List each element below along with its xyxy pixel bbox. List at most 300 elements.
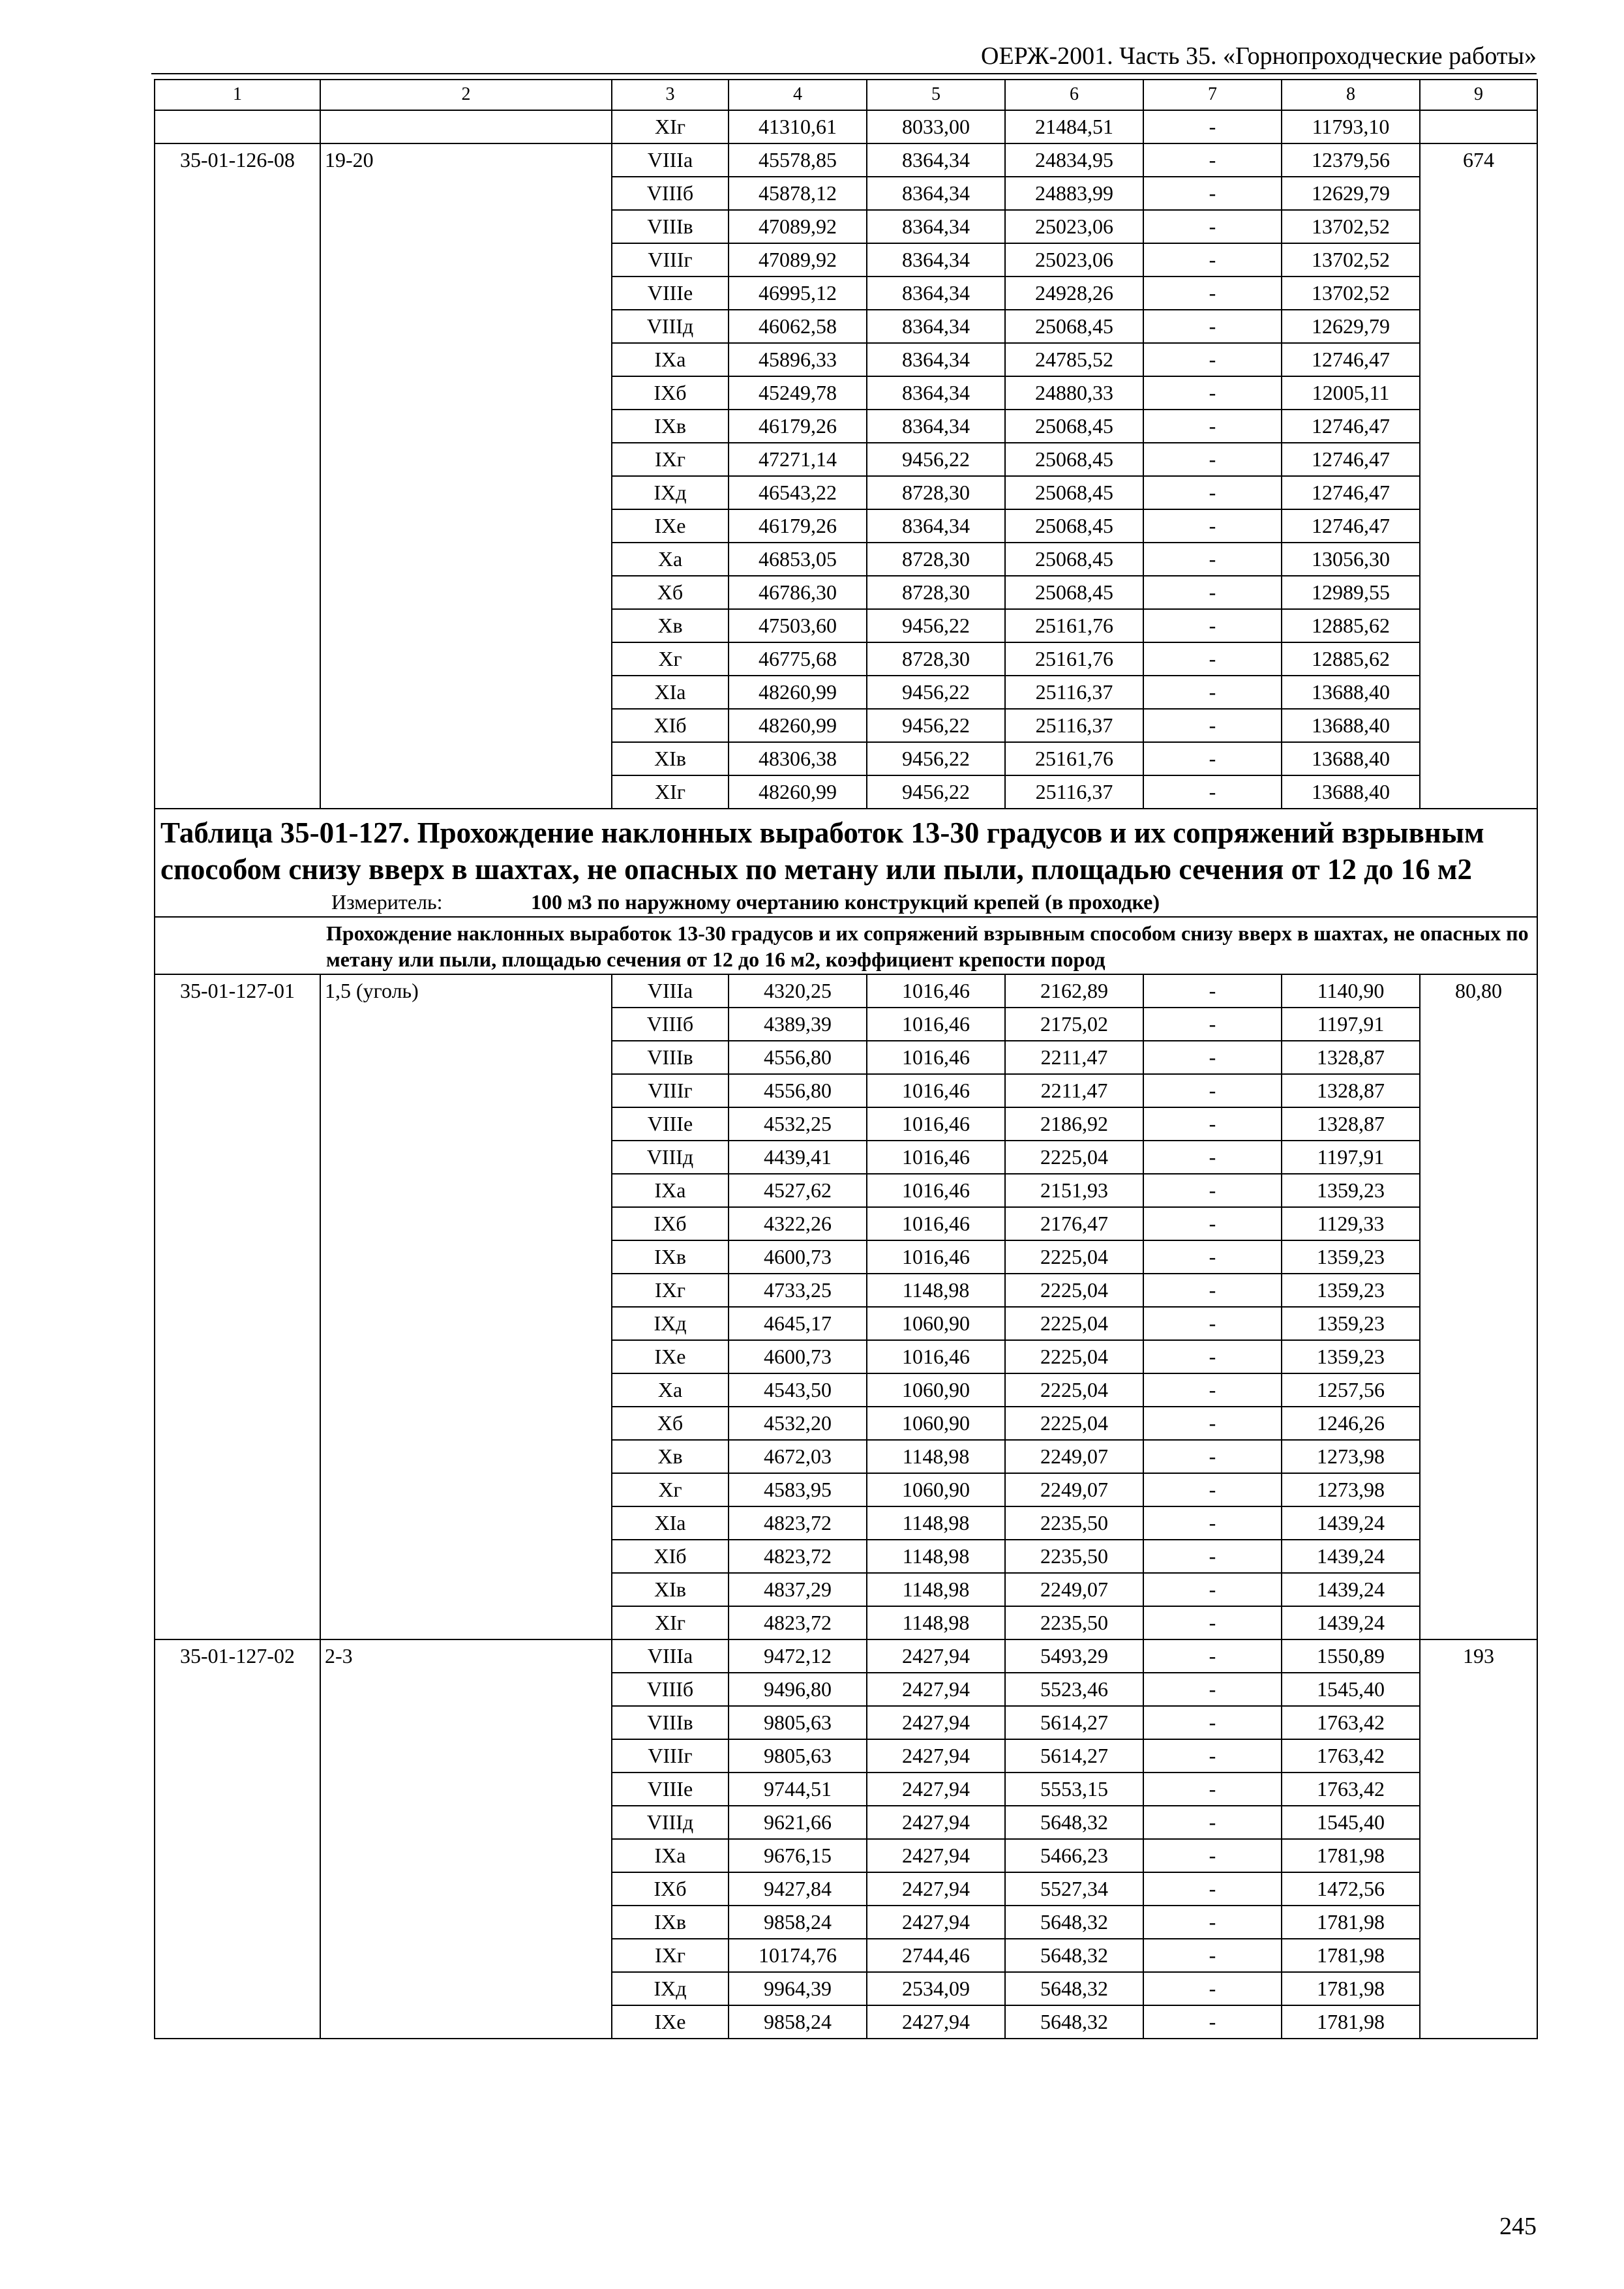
value-cell: 2249,07 <box>1005 1440 1143 1473</box>
value-cell: 2249,07 <box>1005 1573 1143 1606</box>
value-cell: - <box>1143 609 1282 642</box>
table-row <box>155 143 1537 177</box>
value-cell: 5523,46 <box>1005 1673 1143 1706</box>
measure-label: Измеритель: <box>331 890 443 914</box>
value-cell: - <box>1143 1307 1282 1340</box>
value-cell: VIIIд <box>612 1141 729 1174</box>
value-cell: 10174,76 <box>729 1939 867 1972</box>
value-cell: 5527,34 <box>1005 1872 1143 1906</box>
value-cell: 2162,89 <box>1005 974 1143 1008</box>
value9-cell <box>1420 110 1537 143</box>
value-cell: 5553,15 <box>1005 1773 1143 1806</box>
header-rule <box>151 73 1537 74</box>
value-cell: - <box>1143 1639 1282 1673</box>
value-cell: 12989,55 <box>1282 576 1420 609</box>
value-cell: 12885,62 <box>1282 642 1420 676</box>
value-cell: 8364,34 <box>867 210 1005 243</box>
value-cell: Xб <box>612 576 729 609</box>
value-cell: VIIIд <box>612 310 729 343</box>
value-cell: 1246,26 <box>1282 1407 1420 1440</box>
value-cell: - <box>1143 1008 1282 1041</box>
value-cell: 1016,46 <box>867 1174 1005 1207</box>
value-cell: 1439,24 <box>1282 1606 1420 1639</box>
value-cell: 2225,04 <box>1005 1307 1143 1340</box>
value-cell: 25068,45 <box>1005 310 1143 343</box>
value-cell: - <box>1143 110 1282 143</box>
value-cell: 9676,15 <box>729 1839 867 1872</box>
value-cell: 2211,47 <box>1005 1074 1143 1107</box>
code-cell: 35-01-126-08 <box>155 143 320 809</box>
value-cell: 1148,98 <box>867 1274 1005 1307</box>
value-cell: 47503,60 <box>729 609 867 642</box>
value-cell: 2427,94 <box>867 1872 1005 1906</box>
value-cell: - <box>1143 1141 1282 1174</box>
value-cell: 48260,99 <box>729 775 867 809</box>
value-cell: 13702,52 <box>1282 243 1420 277</box>
value-cell: 9805,63 <box>729 1739 867 1773</box>
value-cell: 9858,24 <box>729 2005 867 2039</box>
value-cell: 1148,98 <box>867 1606 1005 1639</box>
value-cell: VIIIг <box>612 243 729 277</box>
value-cell: - <box>1143 1340 1282 1373</box>
value-cell: 8728,30 <box>867 576 1005 609</box>
value-cell: XIг <box>612 110 729 143</box>
value-cell: 2235,50 <box>1005 1606 1143 1639</box>
value-cell: 1439,24 <box>1282 1573 1420 1606</box>
value-cell: 9805,63 <box>729 1706 867 1739</box>
value-cell: - <box>1143 775 1282 809</box>
value-cell: 1781,98 <box>1282 2005 1420 2039</box>
table-subtitle: Прохождение наклонных выработок 13-30 градусов и их сопряжений взрывным способом снизу вверх в шахтах, не опасных по метану или пыли, площадью сечения от 12 до 16 м2, коэффициент крепости пород <box>155 917 1537 974</box>
value-cell: IXа <box>612 343 729 376</box>
value-cell: 13702,52 <box>1282 210 1420 243</box>
value-cell: 2225,04 <box>1005 1407 1143 1440</box>
value-cell: 8728,30 <box>867 476 1005 509</box>
value-cell: 1439,24 <box>1282 1540 1420 1573</box>
value-cell: 4556,80 <box>729 1041 867 1074</box>
value-cell: 25161,76 <box>1005 609 1143 642</box>
value-cell: 48260,99 <box>729 676 867 709</box>
value-cell: 8364,34 <box>867 143 1005 177</box>
value-cell: 1197,91 <box>1282 1141 1420 1174</box>
value-cell: 45578,85 <box>729 143 867 177</box>
value-cell: 2427,94 <box>867 2005 1005 2039</box>
value-cell: 5648,32 <box>1005 1906 1143 1939</box>
value-cell: 8364,34 <box>867 376 1005 410</box>
value-cell: 4543,50 <box>729 1373 867 1407</box>
value-cell: 2427,94 <box>867 1706 1005 1739</box>
value-cell: VIIIа <box>612 974 729 1008</box>
value-cell: - <box>1143 1540 1282 1573</box>
value-cell: 1273,98 <box>1282 1440 1420 1473</box>
value-cell: 25068,45 <box>1005 410 1143 443</box>
value-cell: 2186,92 <box>1005 1107 1143 1141</box>
value-cell: 1328,87 <box>1282 1074 1420 1107</box>
value-cell: Xа <box>612 543 729 576</box>
value-cell: 13056,30 <box>1282 543 1420 576</box>
value-cell: 24883,99 <box>1005 177 1143 210</box>
value-cell: 4389,39 <box>729 1008 867 1041</box>
value-cell: XIб <box>612 709 729 742</box>
value-cell: - <box>1143 1972 1282 2005</box>
value-cell: 1359,23 <box>1282 1340 1420 1373</box>
column-number: 4 <box>729 80 867 110</box>
column-number: 7 <box>1143 80 1282 110</box>
table-title: Таблица 35-01-127. Прохождение наклонных выработок 13-30 градусов и их сопряжений взрывным способом снизу вверх в шахтах, не опасных по метану или пыли, площадью сечения от 12 до 16 м2 <box>160 816 1484 886</box>
table-row <box>155 974 1537 1008</box>
value-cell: 21484,51 <box>1005 110 1143 143</box>
value-cell: 9456,22 <box>867 443 1005 476</box>
value-cell: VIIIе <box>612 1107 729 1141</box>
column-number-row <box>155 80 1537 110</box>
value-cell: 1148,98 <box>867 1506 1005 1540</box>
column-number: 2 <box>320 80 612 110</box>
value-cell: VIIIа <box>612 143 729 177</box>
value-cell: - <box>1143 1174 1282 1207</box>
desc-cell: 2-3 <box>320 1639 612 2039</box>
value-cell: 1016,46 <box>867 1340 1005 1373</box>
value-cell: - <box>1143 343 1282 376</box>
value-cell: - <box>1143 1107 1282 1141</box>
value-cell: - <box>1143 1773 1282 1806</box>
value-cell: - <box>1143 476 1282 509</box>
value-cell: Xг <box>612 1473 729 1506</box>
value-cell: 24785,52 <box>1005 343 1143 376</box>
value-cell: 12629,79 <box>1282 310 1420 343</box>
value-cell: 46775,68 <box>729 642 867 676</box>
value-cell: 47089,92 <box>729 210 867 243</box>
value-cell: - <box>1143 210 1282 243</box>
value-cell: IXв <box>612 1906 729 1939</box>
value-cell: 24928,26 <box>1005 277 1143 310</box>
value-cell: VIIIг <box>612 1739 729 1773</box>
table-row <box>155 1639 1537 1673</box>
value-cell: 5648,32 <box>1005 1806 1143 1839</box>
value-cell: Xг <box>612 642 729 676</box>
value-cell: 2225,04 <box>1005 1141 1143 1174</box>
value-cell: 13702,52 <box>1282 277 1420 310</box>
value-cell: 1140,90 <box>1282 974 1420 1008</box>
value-cell: - <box>1143 1440 1282 1473</box>
value-cell: 12379,56 <box>1282 143 1420 177</box>
value-cell: 46786,30 <box>729 576 867 609</box>
value-cell: 8364,34 <box>867 410 1005 443</box>
value-cell: - <box>1143 642 1282 676</box>
value-cell: 25023,06 <box>1005 243 1143 277</box>
value-cell: 1060,90 <box>867 1373 1005 1407</box>
value-cell: 12005,11 <box>1282 376 1420 410</box>
value-cell: 4733,25 <box>729 1274 867 1307</box>
page-number: 245 <box>1499 2213 1537 2240</box>
value-cell: 8728,30 <box>867 642 1005 676</box>
value-cell: IXе <box>612 509 729 543</box>
value-cell: 1359,23 <box>1282 1274 1420 1307</box>
value-cell: 1545,40 <box>1282 1673 1420 1706</box>
value-cell: - <box>1143 1606 1282 1639</box>
value-cell: 46179,26 <box>729 509 867 543</box>
value-cell: IXб <box>612 376 729 410</box>
value-cell: - <box>1143 1074 1282 1107</box>
value-cell: 2427,94 <box>867 1739 1005 1773</box>
value-cell: 25068,45 <box>1005 509 1143 543</box>
value-cell: - <box>1143 1806 1282 1839</box>
value-cell: - <box>1143 742 1282 775</box>
value-cell: 25068,45 <box>1005 543 1143 576</box>
value-cell: IXе <box>612 2005 729 2039</box>
value-cell: 8364,34 <box>867 310 1005 343</box>
value-cell: 9456,22 <box>867 775 1005 809</box>
value-cell: 9621,66 <box>729 1806 867 1839</box>
running-header: ОЕРЖ-2001. Часть 35. «Горнопроходческие работы» <box>981 42 1537 70</box>
value-cell: 12746,47 <box>1282 443 1420 476</box>
value-cell: 25023,06 <box>1005 210 1143 243</box>
value-cell: 2235,50 <box>1005 1506 1143 1540</box>
value-cell: XIа <box>612 676 729 709</box>
value-cell: 2211,47 <box>1005 1041 1143 1074</box>
value-cell: 2427,94 <box>867 1639 1005 1673</box>
value-cell: 2225,04 <box>1005 1240 1143 1274</box>
value-cell: - <box>1143 974 1282 1008</box>
value-cell: IXб <box>612 1872 729 1906</box>
value-cell: Xб <box>612 1407 729 1440</box>
value-cell: 47271,14 <box>729 443 867 476</box>
value-cell: 25161,76 <box>1005 742 1143 775</box>
value9-cell: 80,80 <box>1420 974 1537 1639</box>
value-cell: 4322,26 <box>729 1207 867 1240</box>
code-cell: 35-01-127-02 <box>155 1639 320 2039</box>
value-cell: 12746,47 <box>1282 410 1420 443</box>
value-cell: 1763,42 <box>1282 1739 1420 1773</box>
value-cell: - <box>1143 1506 1282 1540</box>
value-cell: 9858,24 <box>729 1906 867 1939</box>
value-cell: - <box>1143 1673 1282 1706</box>
value-cell: VIIIе <box>612 1773 729 1806</box>
value-cell: 45249,78 <box>729 376 867 410</box>
value-cell: - <box>1143 143 1282 177</box>
value-cell: 47089,92 <box>729 243 867 277</box>
value-cell: 46995,12 <box>729 277 867 310</box>
value-cell: - <box>1143 576 1282 609</box>
value-cell: 9744,51 <box>729 1773 867 1806</box>
column-number: 1 <box>155 80 320 110</box>
value-cell: IXб <box>612 1207 729 1240</box>
value9-cell: 193 <box>1420 1639 1537 2039</box>
value-cell: 1550,89 <box>1282 1639 1420 1673</box>
value-cell: VIIIд <box>612 1806 729 1839</box>
value-cell: 46179,26 <box>729 410 867 443</box>
value-cell: 48260,99 <box>729 709 867 742</box>
value-cell: - <box>1143 2005 1282 2039</box>
value-cell: 1148,98 <box>867 1440 1005 1473</box>
value-cell: 4532,20 <box>729 1407 867 1440</box>
value-cell: 1148,98 <box>867 1540 1005 1573</box>
value-cell: - <box>1143 1041 1282 1074</box>
value-cell: 2225,04 <box>1005 1274 1143 1307</box>
code-cell <box>155 110 320 143</box>
value-cell: IXд <box>612 476 729 509</box>
value-cell: 5466,23 <box>1005 1839 1143 1872</box>
value-cell: 9456,22 <box>867 742 1005 775</box>
value-cell: 1781,98 <box>1282 1939 1420 1972</box>
value-cell: XIг <box>612 775 729 809</box>
value-cell: 1016,46 <box>867 1141 1005 1174</box>
value-cell: 8364,34 <box>867 177 1005 210</box>
value-cell: 46543,22 <box>729 476 867 509</box>
value-cell: 9456,22 <box>867 609 1005 642</box>
value-cell: 2235,50 <box>1005 1540 1143 1573</box>
value-cell: - <box>1143 1872 1282 1906</box>
value-cell: 4823,72 <box>729 1540 867 1573</box>
value-cell: - <box>1143 277 1282 310</box>
table-title-cell <box>155 809 1537 917</box>
value-cell: 4823,72 <box>729 1506 867 1540</box>
value-cell: 8364,34 <box>867 343 1005 376</box>
value-cell: 2249,07 <box>1005 1473 1143 1506</box>
value-cell: IXг <box>612 1939 729 1972</box>
value-cell: 1472,56 <box>1282 1872 1420 1906</box>
value-cell: 4556,80 <box>729 1074 867 1107</box>
value-cell: 4600,73 <box>729 1340 867 1373</box>
value-cell: VIIIв <box>612 1706 729 1739</box>
table-title-row <box>155 809 1537 917</box>
value-cell: 1328,87 <box>1282 1041 1420 1074</box>
table-row <box>155 110 1537 143</box>
value-cell: VIIIг <box>612 1074 729 1107</box>
value-cell: 25068,45 <box>1005 576 1143 609</box>
value-cell: 1016,46 <box>867 1107 1005 1141</box>
value-cell: 8033,00 <box>867 110 1005 143</box>
value-cell: 13688,40 <box>1282 709 1420 742</box>
value-cell: IXд <box>612 1972 729 2005</box>
value-cell: 1439,24 <box>1282 1506 1420 1540</box>
value-cell: 1273,98 <box>1282 1473 1420 1506</box>
value-cell: 5614,27 <box>1005 1706 1143 1739</box>
value-cell: VIIIб <box>612 1008 729 1041</box>
value-cell: 2176,47 <box>1005 1207 1143 1240</box>
value-cell: IXв <box>612 410 729 443</box>
value-cell: - <box>1143 243 1282 277</box>
value-cell: IXд <box>612 1307 729 1340</box>
value-cell: 2427,94 <box>867 1906 1005 1939</box>
value-cell: - <box>1143 1207 1282 1240</box>
value-cell: 13688,40 <box>1282 742 1420 775</box>
value-cell: 2427,94 <box>867 1839 1005 1872</box>
value-cell: 1016,46 <box>867 1207 1005 1240</box>
column-number: 5 <box>867 80 1005 110</box>
value-cell: - <box>1143 1839 1282 1872</box>
value-cell: 5614,27 <box>1005 1739 1143 1773</box>
value9-cell: 674 <box>1420 143 1537 809</box>
value-cell: - <box>1143 1906 1282 1939</box>
value-cell: 4837,29 <box>729 1573 867 1606</box>
value-cell: IXа <box>612 1174 729 1207</box>
value-cell: - <box>1143 676 1282 709</box>
value-cell: 1060,90 <box>867 1407 1005 1440</box>
value-cell: 4320,25 <box>729 974 867 1008</box>
value-cell: VIIIб <box>612 1673 729 1706</box>
value-cell: Xа <box>612 1373 729 1407</box>
value-cell: 12746,47 <box>1282 343 1420 376</box>
value-cell: 13688,40 <box>1282 676 1420 709</box>
value-cell: 1016,46 <box>867 974 1005 1008</box>
value-cell: 4532,25 <box>729 1107 867 1141</box>
value-cell: 1060,90 <box>867 1473 1005 1506</box>
value-cell: - <box>1143 709 1282 742</box>
value-cell: 25116,37 <box>1005 676 1143 709</box>
value-cell: Xв <box>612 609 729 642</box>
value-cell: 1359,23 <box>1282 1240 1420 1274</box>
value-cell: VIIIб <box>612 177 729 210</box>
value-cell: 1257,56 <box>1282 1373 1420 1407</box>
measure-value: 100 м3 по наружному очертанию конструкций крепей (в проходке) <box>531 890 1160 914</box>
value-cell: IXг <box>612 443 729 476</box>
value-cell: 4439,41 <box>729 1141 867 1174</box>
value-cell: 25116,37 <box>1005 709 1143 742</box>
value-cell: 2534,09 <box>867 1972 1005 2005</box>
desc-cell: 1,5 (уголь) <box>320 974 612 1639</box>
value-cell: XIв <box>612 742 729 775</box>
value-cell: 13688,40 <box>1282 775 1420 809</box>
value-cell: 1328,87 <box>1282 1107 1420 1141</box>
value-cell: 1781,98 <box>1282 1972 1420 2005</box>
value-cell: 2427,94 <box>867 1673 1005 1706</box>
value-cell: 2151,93 <box>1005 1174 1143 1207</box>
column-number: 6 <box>1005 80 1143 110</box>
value-cell: 1016,46 <box>867 1008 1005 1041</box>
value-cell: 5493,29 <box>1005 1639 1143 1673</box>
value-cell: 8364,34 <box>867 509 1005 543</box>
value-cell: - <box>1143 1473 1282 1506</box>
desc-cell: 19-20 <box>320 143 612 809</box>
value-cell: 1359,23 <box>1282 1174 1420 1207</box>
value-cell: - <box>1143 443 1282 476</box>
value-cell: 1016,46 <box>867 1041 1005 1074</box>
value-cell: - <box>1143 1407 1282 1440</box>
value-cell: 41310,61 <box>729 110 867 143</box>
value-cell: - <box>1143 1274 1282 1307</box>
value-cell: 1781,98 <box>1282 1906 1420 1939</box>
value-cell: 12629,79 <box>1282 177 1420 210</box>
value-cell: - <box>1143 310 1282 343</box>
value-cell: - <box>1143 543 1282 576</box>
value-cell: 4600,73 <box>729 1240 867 1274</box>
value-cell: 1359,23 <box>1282 1307 1420 1340</box>
value-cell: - <box>1143 1706 1282 1739</box>
value-cell: 45896,33 <box>729 343 867 376</box>
value-cell: 1763,42 <box>1282 1773 1420 1806</box>
value-cell: 48306,38 <box>729 742 867 775</box>
value-cell: 45878,12 <box>729 177 867 210</box>
rates-table <box>154 79 1538 2039</box>
value-cell: 9456,22 <box>867 676 1005 709</box>
value-cell: VIIIа <box>612 1639 729 1673</box>
value-cell: 12746,47 <box>1282 509 1420 543</box>
value-cell: 4823,72 <box>729 1606 867 1639</box>
value-cell: 1129,33 <box>1282 1207 1420 1240</box>
value-cell: 5648,32 <box>1005 2005 1143 2039</box>
value-cell: IXа <box>612 1839 729 1872</box>
value-cell: 4672,03 <box>729 1440 867 1473</box>
value-cell: - <box>1143 177 1282 210</box>
value-cell: 4583,95 <box>729 1473 867 1506</box>
value-cell: 2427,94 <box>867 1806 1005 1839</box>
value-cell: 1016,46 <box>867 1240 1005 1274</box>
value-cell: Xв <box>612 1440 729 1473</box>
value-cell: 24834,95 <box>1005 143 1143 177</box>
value-cell: 25116,37 <box>1005 775 1143 809</box>
value-cell: VIIIе <box>612 277 729 310</box>
value-cell: 2744,46 <box>867 1939 1005 1972</box>
